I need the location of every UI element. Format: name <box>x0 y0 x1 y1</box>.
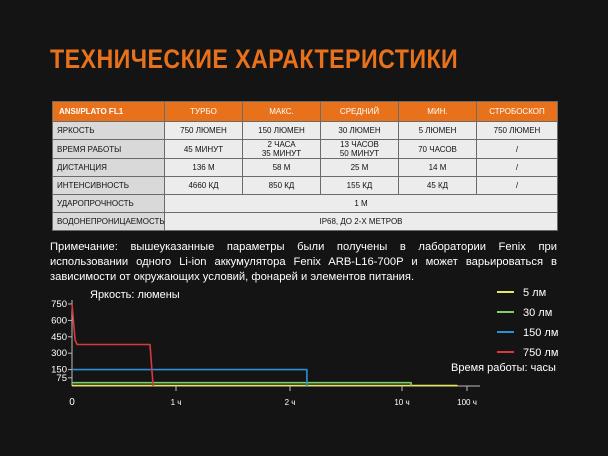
row-label: ИНТЕНСИВНОСТЬ <box>53 177 165 195</box>
x-tick-label: 10 ч <box>394 398 410 407</box>
table-cell: 150 ЛЮМЕН <box>243 122 321 140</box>
y-tick-label: 300 <box>51 348 67 360</box>
runtime-chart <box>0 280 608 456</box>
header-cell: СРЕДНИЙ <box>321 102 399 122</box>
row-label: ВРЕМЯ РАБОТЫ <box>53 140 165 159</box>
table-cell: IP68, ДО 2-Х МЕТРОВ <box>165 213 558 231</box>
y-tick-label: 450 <box>51 331 67 343</box>
table-row <box>53 122 558 140</box>
y-tick-label: 750 <box>51 299 67 310</box>
note-text: Примечание: вышеуказанные параметры были получены в лаборатории Fenix при использовании одного Li-ion аккумулятора Fenix ARB-L16-700P и может варьироваться в зависимости от окружающих условий, фонарей и элементов питания. <box>50 241 557 283</box>
row-label: ВОДОНЕПРОНИЦАЕМОСТЬ <box>53 213 165 231</box>
table-cell: 45 КД <box>399 177 477 195</box>
table-cell: 4660 КД <box>165 177 243 195</box>
row-label: УДАРОПРОЧНОСТЬ <box>53 195 165 213</box>
table-row <box>53 195 558 213</box>
legend-label: 30 лм <box>523 307 553 319</box>
table-cell: 45 МИНУТ <box>165 140 243 159</box>
header-cell: ТУРБО <box>165 102 243 122</box>
header-cell: МАКС. <box>243 102 321 122</box>
header-cell: ANSI/PLATO FL1 <box>53 102 165 122</box>
table-row <box>53 213 558 231</box>
spec-table-header <box>53 102 558 122</box>
table-cell: 2 ЧАСА 35 МИНУТ <box>243 140 321 159</box>
series-line <box>72 370 307 386</box>
table-cell: 1 М <box>165 195 558 213</box>
table-cell: 850 КД <box>243 177 321 195</box>
table-row <box>53 177 558 195</box>
table-cell: / <box>477 177 558 195</box>
y-tick-label: 150 <box>51 364 67 376</box>
table-cell: / <box>477 159 558 177</box>
series-line <box>72 304 153 386</box>
legend-label: 5 лм <box>523 287 547 299</box>
table-cell: 30 ЛЮМЕН <box>321 122 399 140</box>
row-label: ЯРКОСТЬ <box>53 122 165 140</box>
x-tick-label: 1 ч <box>170 398 182 407</box>
x-tick-label: 0 <box>69 397 75 408</box>
row-label: ДИСТАНЦИЯ <box>53 159 165 177</box>
table-cell: 155 КД <box>321 177 399 195</box>
series-line <box>72 386 457 387</box>
table-cell: 25 М <box>321 159 399 177</box>
y-axis-label: Яркость: люмены <box>90 289 180 301</box>
y-tick-label: 600 <box>51 315 67 327</box>
x-tick-label: 2 ч <box>284 398 296 407</box>
spec-table <box>52 101 558 231</box>
table-cell: 136 М <box>165 159 243 177</box>
table-cell: 750 ЛЮМЕН <box>165 122 243 140</box>
table-row <box>53 140 558 159</box>
page-title: ТЕХНИЧЕСКИЕ ХАРАКТЕРИСТИКИ <box>50 44 459 74</box>
table-row <box>53 159 558 177</box>
table-cell: 750 ЛЮМЕН <box>477 122 558 140</box>
y-tick-label: 75 <box>56 372 67 384</box>
table-cell: 13 ЧАСОВ 50 МИНУТ <box>321 140 399 159</box>
header-cell: СТРОБОСКОП <box>477 102 558 122</box>
x-axis-label: Время работы: часы <box>451 362 556 374</box>
table-cell: 58 М <box>243 159 321 177</box>
x-tick-label: 100 ч <box>457 398 477 407</box>
header-cell: МИН. <box>399 102 477 122</box>
table-cell: 70 ЧАСОВ <box>399 140 477 159</box>
legend-label: 750 лм <box>523 347 559 359</box>
table-cell: 14 М <box>399 159 477 177</box>
legend-label: 150 лм <box>523 327 559 339</box>
table-cell: / <box>477 140 558 159</box>
table-cell: 5 ЛЮМЕН <box>399 122 477 140</box>
